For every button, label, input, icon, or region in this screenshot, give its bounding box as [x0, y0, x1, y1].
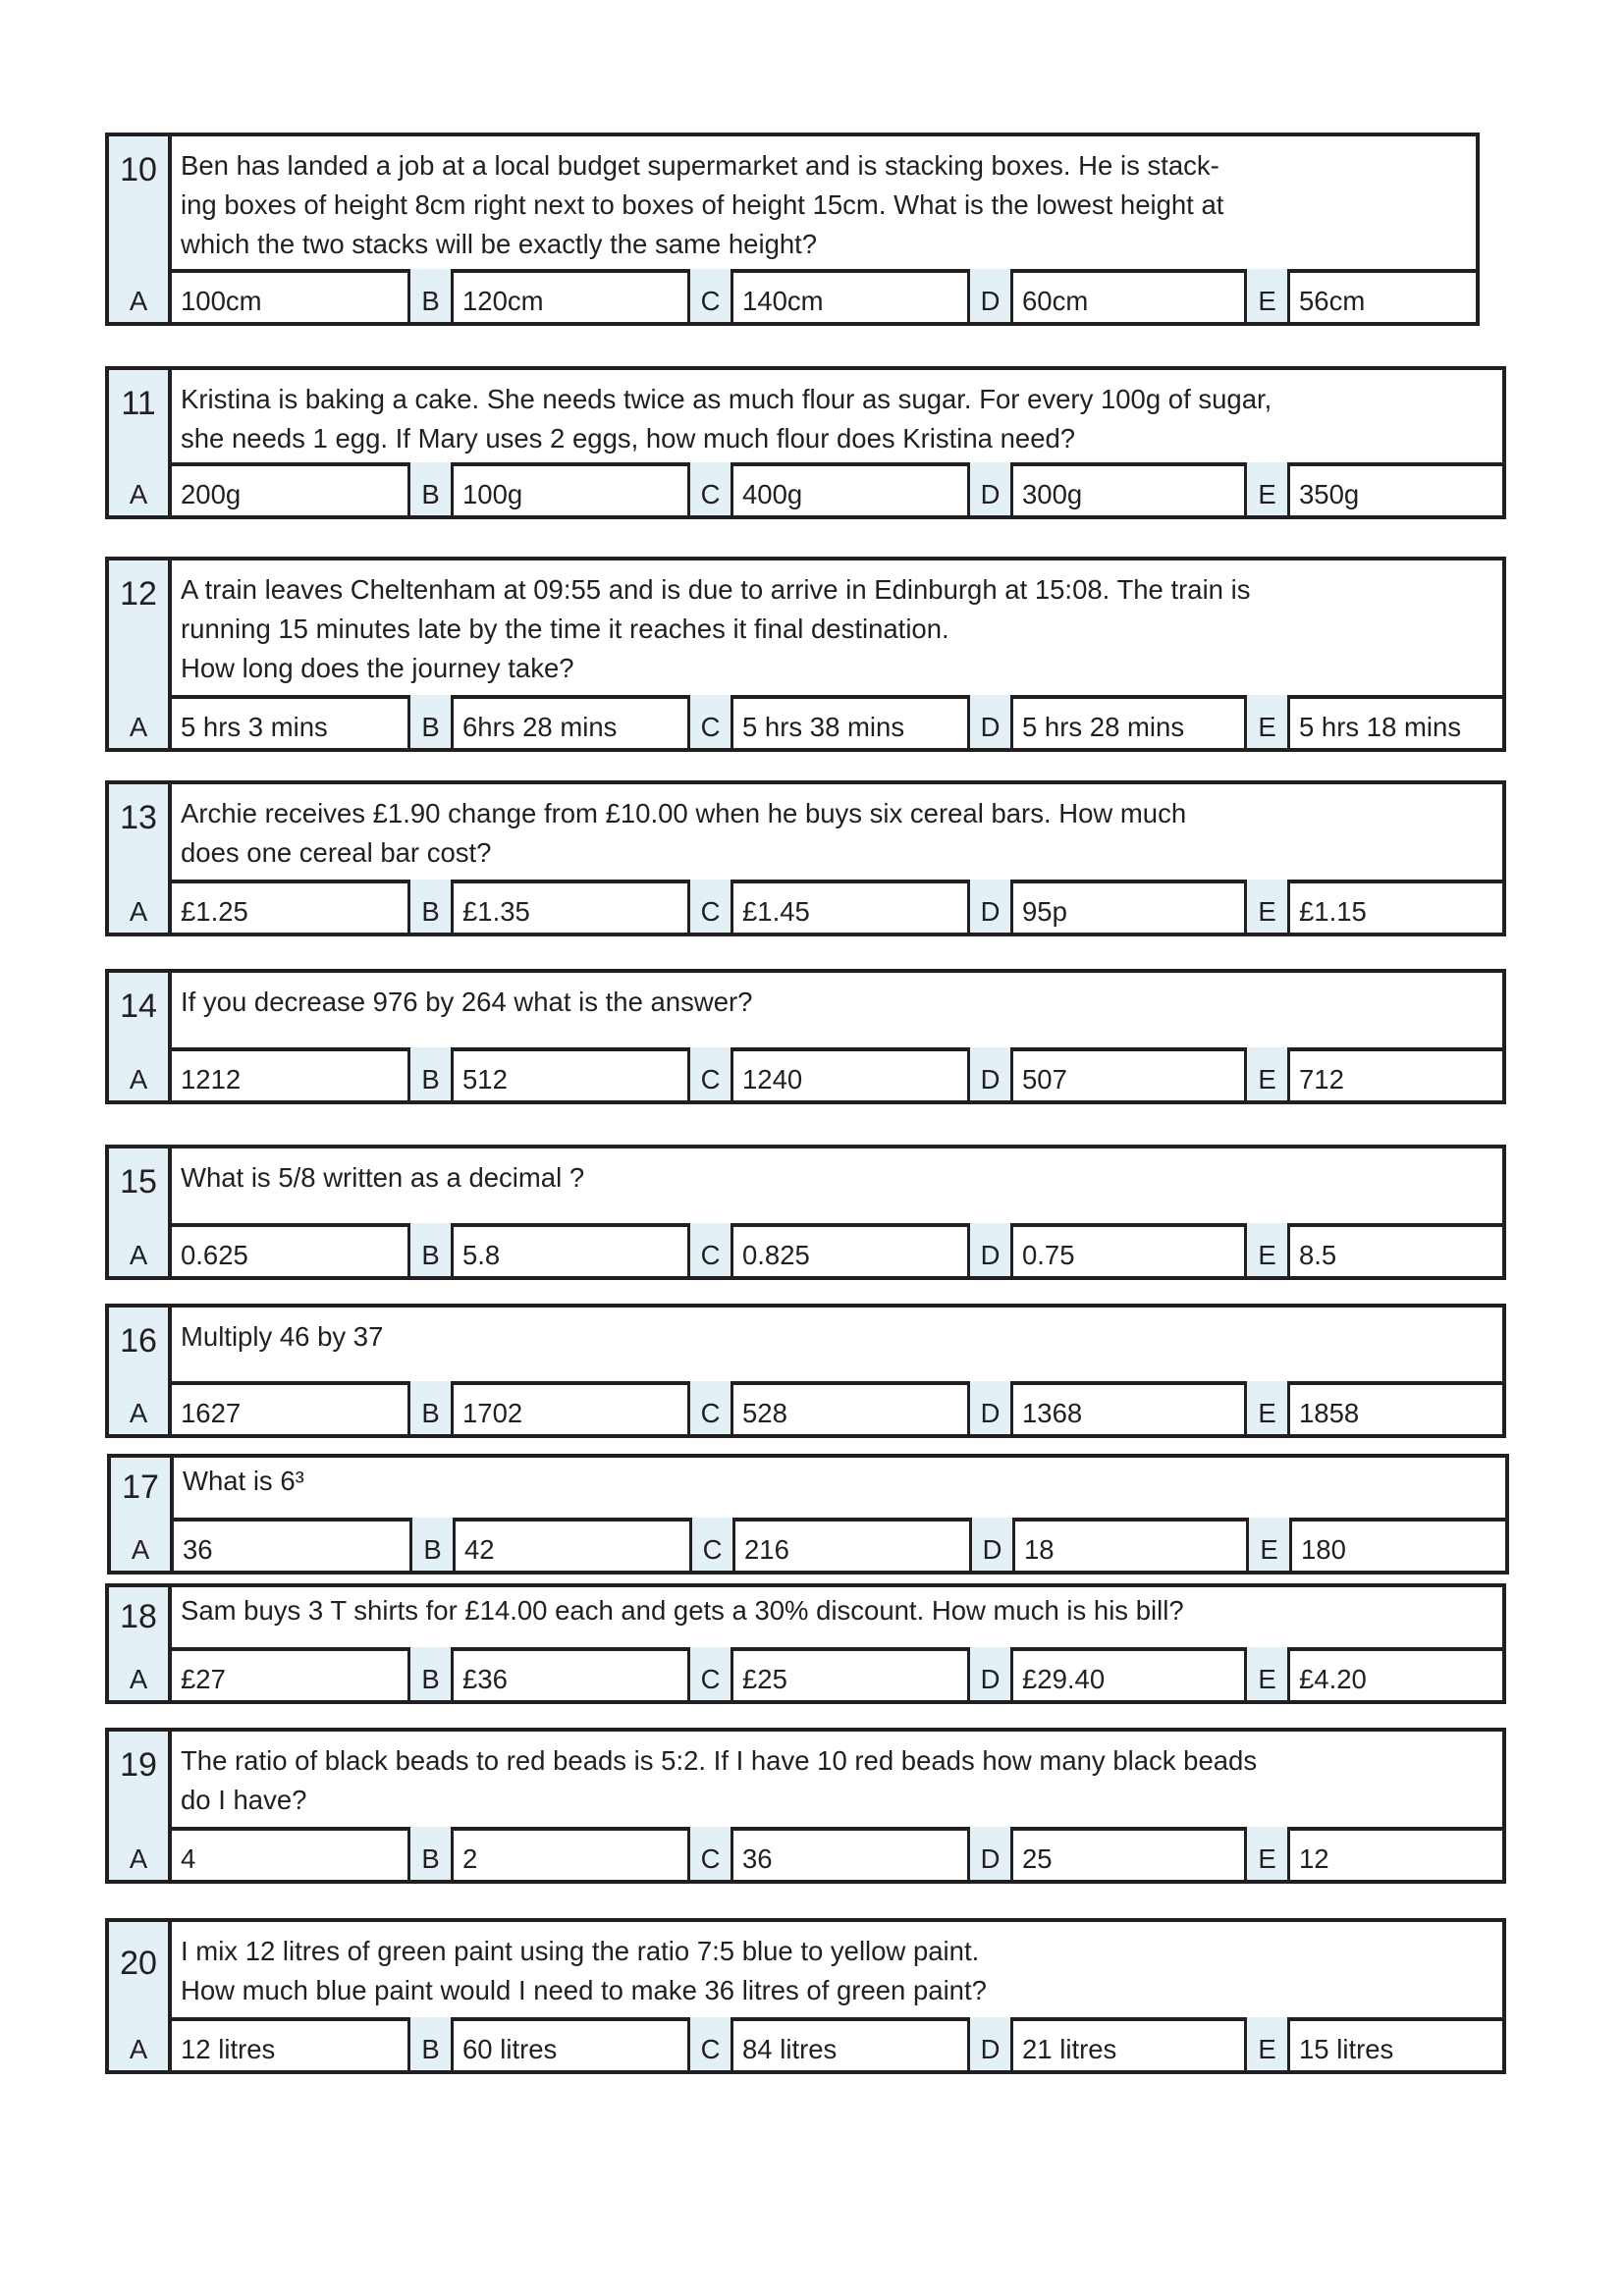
question-block	[105, 1304, 1506, 1438]
option-a[interactable]	[172, 1827, 416, 1880]
option-value: 1702	[462, 1398, 523, 1428]
option-value: £36	[462, 1664, 508, 1694]
option-letter	[687, 2017, 733, 2070]
option-d[interactable]	[1013, 1381, 1253, 1434]
option-letter-label: A	[129, 479, 148, 509]
option-value: £25	[742, 1664, 787, 1694]
option-letter-label: C	[700, 712, 721, 742]
question-number: 13	[109, 784, 172, 880]
option-letter	[687, 880, 733, 933]
option-letter	[967, 1047, 1013, 1100]
option-letter	[407, 2017, 454, 2070]
option-d[interactable]	[1013, 269, 1253, 322]
option-b[interactable]	[456, 1518, 698, 1571]
option-value: 5.8	[462, 1240, 501, 1270]
option-letter	[1244, 1047, 1290, 1100]
option-letter	[967, 1223, 1013, 1276]
question-row	[109, 973, 1502, 1051]
option-value: 25	[1022, 1843, 1053, 1874]
option-letter	[687, 1223, 733, 1276]
option-letter-label: A	[129, 1843, 148, 1874]
option-letter	[1244, 1223, 1290, 1276]
option-letter-label: A	[129, 712, 148, 742]
option-letter	[407, 1223, 454, 1276]
option-value: 5 hrs 18 mins	[1299, 712, 1462, 742]
option-letter	[109, 462, 172, 515]
option-value: 5 hrs 28 mins	[1022, 712, 1185, 742]
option-d[interactable]	[1013, 462, 1253, 515]
option-value: 200g	[181, 479, 242, 509]
option-letter	[1246, 1518, 1292, 1571]
option-letter-label: B	[423, 1534, 442, 1565]
option-e[interactable]	[1290, 1827, 1511, 1880]
option-letter	[407, 1047, 454, 1100]
question-text: The ratio of black beads to red beads is 5:2. If I have 10 red beads how many black beads do I have?	[181, 1745, 1258, 1815]
option-b[interactable]	[454, 2017, 696, 2070]
option-letter-label: D	[980, 1843, 1001, 1874]
option-letter	[687, 1047, 733, 1100]
answer-row	[109, 462, 1502, 515]
option-letter-label: B	[421, 286, 440, 316]
option-e[interactable]	[1290, 1223, 1511, 1276]
option-letter-label: D	[980, 1664, 1001, 1694]
option-c[interactable]	[733, 2017, 976, 2070]
option-letter-label: C	[700, 1398, 721, 1428]
option-e[interactable]	[1290, 1381, 1511, 1434]
option-value: 712	[1299, 1064, 1344, 1095]
question-text: If you decrease 976 by 264 what is the answer?	[181, 987, 753, 1017]
option-e[interactable]	[1290, 462, 1511, 515]
option-letter-label: B	[421, 2034, 440, 2064]
question-text: Multiply 46 by 37	[181, 1321, 384, 1352]
option-letter-label: A	[129, 1664, 148, 1694]
option-letter	[407, 462, 454, 515]
option-c[interactable]	[733, 462, 976, 515]
option-letter-label: A	[129, 896, 148, 927]
option-b[interactable]	[454, 269, 696, 322]
option-e[interactable]	[1290, 269, 1485, 322]
option-value: 84 litres	[742, 2034, 838, 2064]
option-value: 12	[1299, 1843, 1329, 1874]
option-letter-label: C	[700, 1664, 721, 1694]
option-value: £1.45	[742, 896, 810, 927]
option-letter	[407, 1381, 454, 1434]
question-text: Kristina is baking a cake. She needs twice as much flour as sugar. For every 100g of sugar, she needs 1 egg. If Mary uses 2 eggs, how much flour does Kristina need?	[181, 384, 1272, 454]
question-text: What is 6³	[183, 1466, 304, 1496]
option-value: 36	[742, 1843, 773, 1874]
option-letter-label: E	[1260, 1534, 1278, 1565]
option-value: 0.825	[742, 1240, 810, 1270]
question-block	[105, 1583, 1506, 1704]
option-letter-label: E	[1258, 1064, 1276, 1095]
option-value: 100g	[462, 479, 523, 509]
option-letter	[1244, 269, 1290, 322]
question-row	[109, 784, 1502, 883]
question-block	[107, 1454, 1509, 1575]
option-value: £27	[181, 1664, 226, 1694]
option-letter	[687, 1381, 733, 1434]
option-value: 6hrs 28 mins	[462, 712, 618, 742]
question-block	[105, 1918, 1506, 2074]
option-letter	[1244, 695, 1290, 748]
option-letter	[407, 880, 454, 933]
option-value: 180	[1301, 1534, 1346, 1565]
option-letter-label: C	[702, 1534, 723, 1565]
option-letter-label: D	[980, 1240, 1001, 1270]
option-value: 5 hrs 38 mins	[742, 712, 905, 742]
question-number: 12	[109, 561, 172, 695]
option-a[interactable]	[172, 1647, 416, 1700]
question-block	[105, 1728, 1506, 1884]
option-letter-label: A	[129, 2034, 148, 2064]
option-e[interactable]	[1290, 1047, 1511, 1100]
option-letter-label: D	[980, 1064, 1001, 1095]
option-value: 5 hrs 3 mins	[181, 712, 328, 742]
option-value: 0.625	[181, 1240, 248, 1270]
option-b[interactable]	[454, 462, 696, 515]
question-number: 10	[109, 136, 172, 269]
option-letter	[407, 695, 454, 748]
option-b[interactable]	[454, 1047, 696, 1100]
option-value: 300g	[1022, 479, 1083, 509]
question-number: 14	[109, 973, 172, 1047]
option-letter-label: B	[421, 479, 440, 509]
question-block	[105, 969, 1506, 1104]
question-number: 11	[109, 370, 172, 462]
question-text: Sam buys 3 T shirts for £14.00 each and gets a 30% discount. How much is his bill?	[181, 1595, 1184, 1626]
option-value: 60cm	[1022, 286, 1089, 316]
option-value: 1240	[742, 1064, 803, 1095]
option-d[interactable]	[1013, 1223, 1253, 1276]
option-value: 120cm	[462, 286, 544, 316]
option-letter	[687, 1647, 733, 1700]
option-b[interactable]	[454, 1647, 696, 1700]
option-b[interactable]	[454, 1223, 696, 1276]
option-value: 56cm	[1299, 286, 1366, 316]
option-a[interactable]	[172, 880, 416, 933]
option-e[interactable]	[1290, 2017, 1511, 2070]
option-value: 0.75	[1022, 1240, 1075, 1270]
option-value: 36	[183, 1534, 213, 1565]
option-letter-label: A	[129, 1064, 148, 1095]
option-d[interactable]	[1013, 2017, 1253, 2070]
option-letter	[967, 1381, 1013, 1434]
option-a[interactable]	[172, 1047, 416, 1100]
question-block	[105, 1145, 1506, 1280]
option-value: 100cm	[181, 286, 262, 316]
option-letter-label: E	[1258, 896, 1276, 927]
option-d[interactable]	[1015, 1518, 1255, 1571]
option-letter	[967, 1827, 1013, 1880]
option-value: 400g	[742, 479, 803, 509]
option-b[interactable]	[454, 1381, 696, 1434]
option-letter-label: D	[980, 2034, 1001, 2064]
question-number: 19	[109, 1732, 172, 1827]
option-value: 1368	[1022, 1398, 1083, 1428]
option-letter-label: C	[700, 1064, 721, 1095]
option-letter-label: E	[1258, 1664, 1276, 1694]
option-c[interactable]	[733, 269, 976, 322]
option-a[interactable]	[172, 462, 416, 515]
question-row	[109, 136, 1476, 273]
option-value: 12 litres	[181, 2034, 276, 2064]
option-letter-label: B	[421, 1398, 440, 1428]
option-letter	[407, 1827, 454, 1880]
answer-row	[109, 2017, 1502, 2070]
question-block	[105, 366, 1506, 519]
option-value: 1212	[181, 1064, 242, 1095]
option-letter-label: C	[700, 896, 721, 927]
option-letter	[109, 880, 172, 933]
option-value: 15 litres	[1299, 2034, 1394, 2064]
option-letter	[967, 462, 1013, 515]
answer-row	[111, 1518, 1505, 1571]
question-row	[109, 1922, 1502, 2021]
option-c[interactable]	[735, 1518, 978, 1571]
option-a[interactable]	[172, 695, 416, 748]
option-letter	[967, 695, 1013, 748]
option-letter-label: A	[131, 1534, 150, 1565]
option-letter-label: C	[700, 286, 721, 316]
option-value: 18	[1024, 1534, 1055, 1565]
question-row	[109, 1732, 1502, 1831]
question-text: I mix 12 litres of green paint using the ratio 7:5 blue to yellow paint. How much blue paint would I need to make 36 litres of green paint?	[181, 1936, 987, 2005]
option-letter-label: D	[980, 712, 1001, 742]
answer-row	[109, 695, 1502, 748]
option-value: 507	[1022, 1064, 1067, 1095]
option-a[interactable]	[174, 1518, 418, 1571]
answer-row	[109, 1827, 1502, 1880]
question-number: 17	[111, 1458, 174, 1518]
option-d[interactable]	[1013, 1827, 1253, 1880]
option-letter	[1244, 880, 1290, 933]
option-letter-label: E	[1258, 479, 1276, 509]
option-letter-label: C	[700, 1843, 721, 1874]
option-letter	[109, 1047, 172, 1100]
option-letter	[109, 269, 172, 322]
question-row	[109, 370, 1502, 466]
option-letter	[689, 1518, 735, 1571]
option-value: 512	[462, 1064, 508, 1095]
option-letter-label: A	[129, 1240, 148, 1270]
option-e[interactable]	[1290, 880, 1511, 933]
option-letter-label: E	[1258, 712, 1276, 742]
question-block	[105, 133, 1480, 326]
option-value: 21 litres	[1022, 2034, 1117, 2064]
option-value: £29.40	[1022, 1664, 1106, 1694]
answer-row	[109, 1381, 1502, 1434]
option-c[interactable]	[733, 880, 976, 933]
option-c[interactable]	[733, 1381, 976, 1434]
option-letter	[1244, 1827, 1290, 1880]
option-value: 1627	[181, 1398, 242, 1428]
option-letter	[111, 1518, 174, 1571]
question-text: What is 5/8 written as a decimal ?	[181, 1162, 585, 1193]
option-letter-label: C	[700, 1240, 721, 1270]
question-row	[109, 1308, 1502, 1385]
option-letter-label: E	[1258, 2034, 1276, 2064]
question-text: A train leaves Cheltenham at 09:55 and is due to arrive in Edinburgh at 15:08. The train is running 15 minutes late by the time it reaches it final destination. How long does the journey take?	[181, 574, 1251, 683]
option-value: £1.35	[462, 896, 530, 927]
option-letter	[1244, 1647, 1290, 1700]
option-letter-label: B	[421, 1843, 440, 1874]
option-letter	[967, 880, 1013, 933]
option-letter-label: A	[129, 286, 148, 316]
option-letter	[1244, 462, 1290, 515]
option-a[interactable]	[172, 2017, 416, 2070]
option-letter	[687, 695, 733, 748]
option-letter-label: C	[700, 479, 721, 509]
option-c[interactable]	[733, 1827, 976, 1880]
option-e[interactable]	[1290, 695, 1511, 748]
option-letter-label: E	[1258, 286, 1276, 316]
question-number: 20	[109, 1922, 172, 2017]
option-d[interactable]	[1013, 1647, 1253, 1700]
option-value: £1.15	[1299, 896, 1367, 927]
option-letter	[687, 462, 733, 515]
question-row	[109, 1587, 1502, 1651]
option-letter-label: D	[982, 1534, 1002, 1565]
option-value: 95p	[1022, 896, 1067, 927]
option-letter	[407, 269, 454, 322]
option-value: 528	[742, 1398, 787, 1428]
option-a[interactable]	[172, 1223, 416, 1276]
option-c[interactable]	[733, 1047, 976, 1100]
question-row	[111, 1458, 1505, 1522]
question-block	[105, 780, 1506, 936]
question-number: 18	[109, 1587, 172, 1647]
option-c[interactable]	[733, 695, 976, 748]
option-letter-label: B	[421, 1064, 440, 1095]
option-letter-label: E	[1258, 1398, 1276, 1428]
question-row	[109, 1148, 1502, 1227]
option-letter	[109, 1223, 172, 1276]
option-letter	[109, 1647, 172, 1700]
question-text: Archie receives £1.90 change from £10.00 when he buys six cereal bars. How much does one cereal bar cost?	[181, 798, 1187, 868]
option-value: 60 litres	[462, 2034, 558, 2064]
option-value: 8.5	[1299, 1240, 1337, 1270]
option-letter-label: C	[700, 2034, 721, 2064]
question-block	[105, 557, 1506, 752]
option-letter	[1244, 2017, 1290, 2070]
option-a[interactable]	[172, 269, 416, 322]
option-letter	[407, 1647, 454, 1700]
option-letter-label: E	[1258, 1240, 1276, 1270]
option-letter	[109, 1827, 172, 1880]
option-letter	[1244, 1381, 1290, 1434]
option-letter	[109, 1381, 172, 1434]
option-value: £4.20	[1299, 1664, 1367, 1694]
option-c[interactable]	[733, 1647, 976, 1700]
question-number: 16	[109, 1308, 172, 1381]
option-b[interactable]	[454, 880, 696, 933]
option-value: 1858	[1299, 1398, 1360, 1428]
option-letter	[967, 2017, 1013, 2070]
answer-row	[109, 1647, 1502, 1700]
option-letter-label: D	[980, 1398, 1001, 1428]
question-text: Ben has landed a job at a local budget supermarket and is stacking boxes. He is stack- ing boxes of height 8cm right next to boxes of height 15cm. What is the lowest height at which the two stacks will be exactly the same height?	[181, 150, 1224, 259]
option-d[interactable]	[1013, 695, 1253, 748]
answer-row	[109, 269, 1476, 322]
answer-row	[109, 1047, 1502, 1100]
option-letter	[109, 2017, 172, 2070]
option-value: £1.25	[181, 896, 248, 927]
option-letter	[687, 1827, 733, 1880]
option-value: 42	[464, 1534, 495, 1565]
option-letter-label: D	[980, 896, 1001, 927]
option-d[interactable]	[1013, 880, 1253, 933]
question-row	[109, 561, 1502, 699]
option-value: 216	[744, 1534, 789, 1565]
option-letter	[967, 1647, 1013, 1700]
option-b[interactable]	[454, 1827, 696, 1880]
option-letter-label: A	[129, 1398, 148, 1428]
option-letter	[967, 269, 1013, 322]
option-letter-label: B	[421, 896, 440, 927]
option-letter-label: E	[1258, 1843, 1276, 1874]
option-letter-label: B	[421, 712, 440, 742]
option-a[interactable]	[172, 1381, 416, 1434]
option-e[interactable]	[1292, 1518, 1514, 1571]
option-letter	[109, 695, 172, 748]
answer-row	[109, 880, 1502, 933]
option-d[interactable]	[1013, 1047, 1253, 1100]
option-e[interactable]	[1290, 1647, 1511, 1700]
option-letter	[687, 269, 733, 322]
option-value: 2	[462, 1843, 478, 1874]
option-letter	[409, 1518, 456, 1571]
option-letter-label: B	[421, 1664, 440, 1694]
option-value: 140cm	[742, 286, 824, 316]
option-letter-label: D	[980, 479, 1001, 509]
option-value: 4	[181, 1843, 196, 1874]
option-b[interactable]	[454, 695, 696, 748]
answer-row	[109, 1223, 1502, 1276]
option-value: 350g	[1299, 479, 1360, 509]
question-number: 15	[109, 1148, 172, 1223]
option-letter-label: B	[421, 1240, 440, 1270]
option-letter	[969, 1518, 1015, 1571]
option-c[interactable]	[733, 1223, 976, 1276]
option-letter-label: D	[980, 286, 1001, 316]
